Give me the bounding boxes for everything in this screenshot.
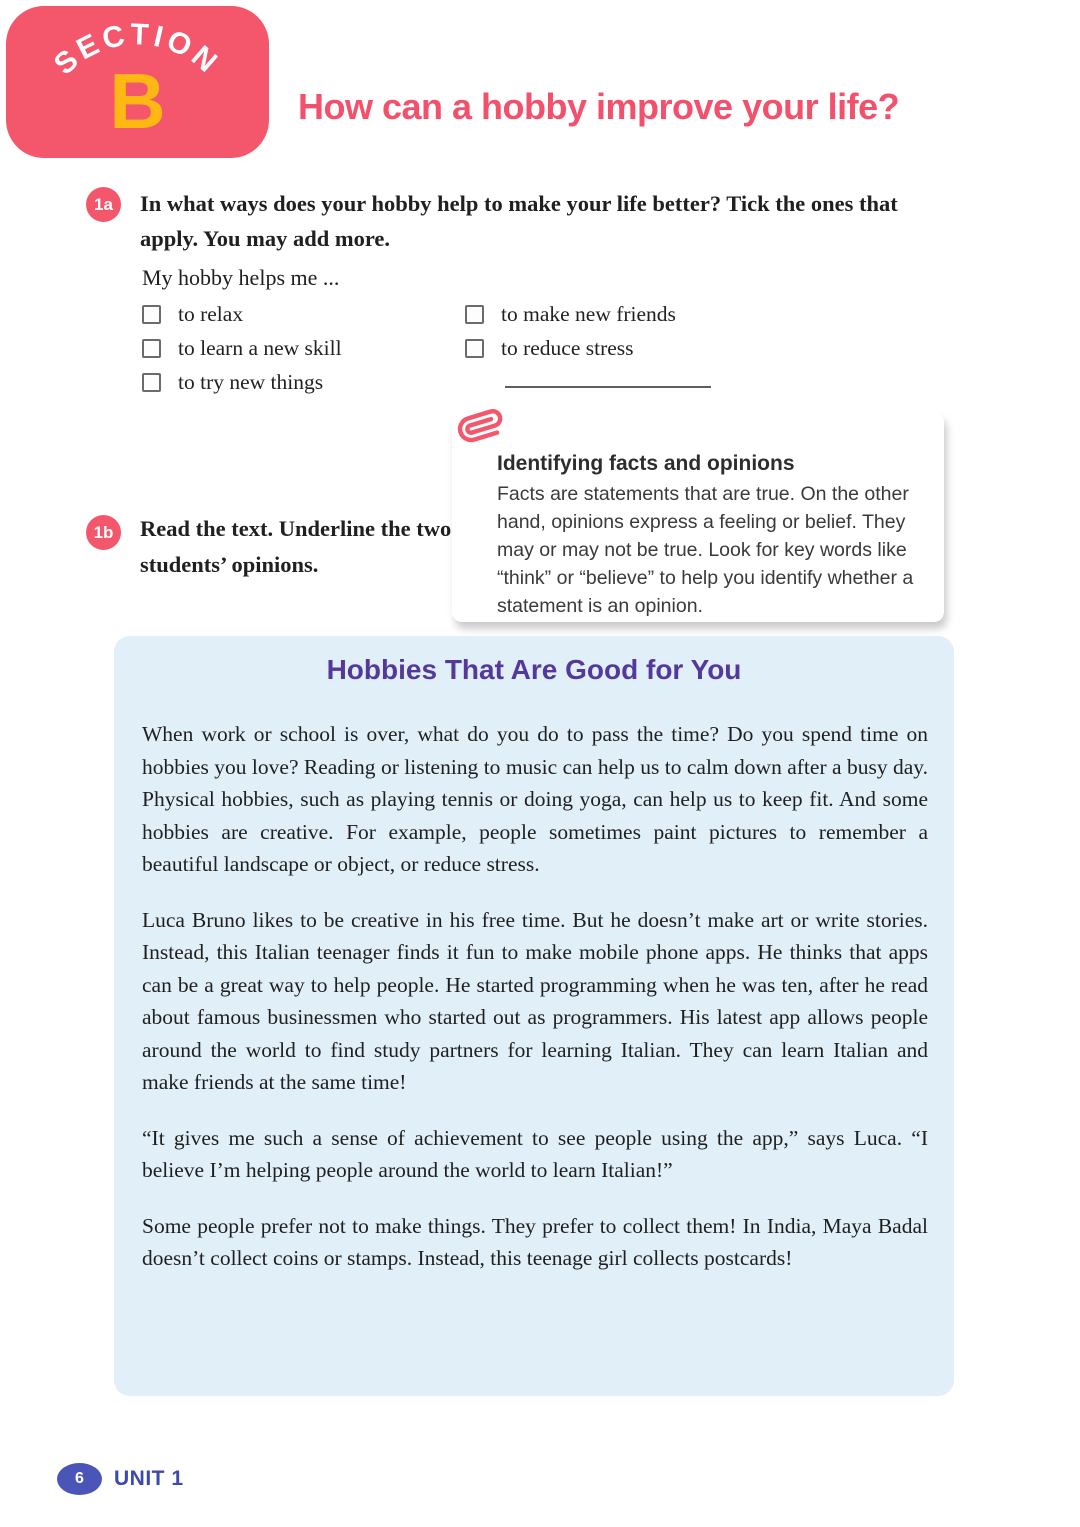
- checkbox-icon[interactable]: [142, 339, 161, 358]
- section-letter: B: [109, 57, 166, 145]
- option-label: to try new things: [178, 369, 324, 394]
- options-column-right: [465, 297, 676, 365]
- checkbox-icon[interactable]: [465, 339, 484, 358]
- passage-paragraph: When work or school is over, what do you do to pass the time? Do you spend time on hobbies you love? Reading or listening to music can help us to calm down after a busy day. Physical hobbies, such as playing tennis or doing yoga, can help us to keep fit. And some hobbies are creative. For example, people sometimes paint pictures to remember a beautiful landscape or object, or reduce stress.: [142, 722, 928, 876]
- reading-passage-title: Hobbies That Are Good for You: [326, 654, 742, 685]
- option-label: to learn a new skill: [178, 335, 342, 360]
- page-number-badge: 6: [57, 1463, 102, 1495]
- checkbox-icon[interactable]: [142, 373, 161, 392]
- unit-label: UNIT 1: [114, 1467, 184, 1490]
- passage-paragraph: “It gives me such a sense of achievement to see people using the app,” says Luca. “I believe I’m helping people around the world to learn Italian!”: [142, 1125, 928, 1182]
- option-reduce-stress[interactable]: [465, 331, 676, 365]
- option-label: to relax: [178, 301, 244, 326]
- exercise-1a-leadin: My hobby helps me ...: [142, 265, 340, 290]
- reading-passage-body: [142, 718, 928, 1275]
- tip-title: Identifying facts and opinions: [497, 452, 795, 475]
- checkbox-icon[interactable]: [465, 305, 484, 324]
- options-column-left: [142, 297, 342, 399]
- exercise-1a-instruction: In what ways does your hobby help to make your life better? Tick the ones that apply. You may add more.: [140, 191, 898, 251]
- tip-card: [452, 412, 944, 622]
- option-learn-new-skill[interactable]: [142, 331, 342, 365]
- checkbox-icon[interactable]: [142, 305, 161, 324]
- option-label: to reduce stress: [501, 335, 634, 360]
- option-make-new-friends[interactable]: [465, 297, 676, 331]
- option-to-relax[interactable]: [142, 297, 342, 331]
- exercise-1a-badge: 1a: [86, 187, 121, 222]
- exercise-1b-badge: 1b: [86, 515, 121, 550]
- write-in-line[interactable]: [505, 370, 711, 388]
- option-label: to make new friends: [501, 301, 676, 326]
- exercise-1b-instruction: Read the text. Underline the two students’ opinions.: [140, 516, 452, 577]
- passage-paragraph: Some people prefer not to make things. They prefer to collect them! In India, Maya Badal doesn’t collect coins or stamps. Instead, this teenage girl collects postcards!: [142, 1213, 928, 1270]
- tip-body: Facts are statements that are true. On the other hand, opinions express a feeling or belief. They may or may not be true. Look for key words like “think” or “believe” to help you identify whether a statement is an opinion.: [497, 483, 914, 617]
- option-try-new-things[interactable]: [142, 365, 342, 399]
- passage-paragraph: Luca Bruno likes to be creative in his free time. But he doesn’t make art or write stories. Instead, this Italian teenager finds it fun to make mobile phone apps. He thinks that apps can be a great way to help people. He started programming when he was ten, after he read about famous businessmen who started out as programmers. His latest app allows people around the world to find study partners for learning Italian. They can learn Italian and make friends at the same time!: [142, 907, 928, 1094]
- section-label: SECTION: [47, 18, 227, 82]
- section-badge: [6, 6, 269, 158]
- reading-passage-box: [114, 636, 954, 1396]
- page-title: How can a hobby improve your life?: [298, 86, 900, 127]
